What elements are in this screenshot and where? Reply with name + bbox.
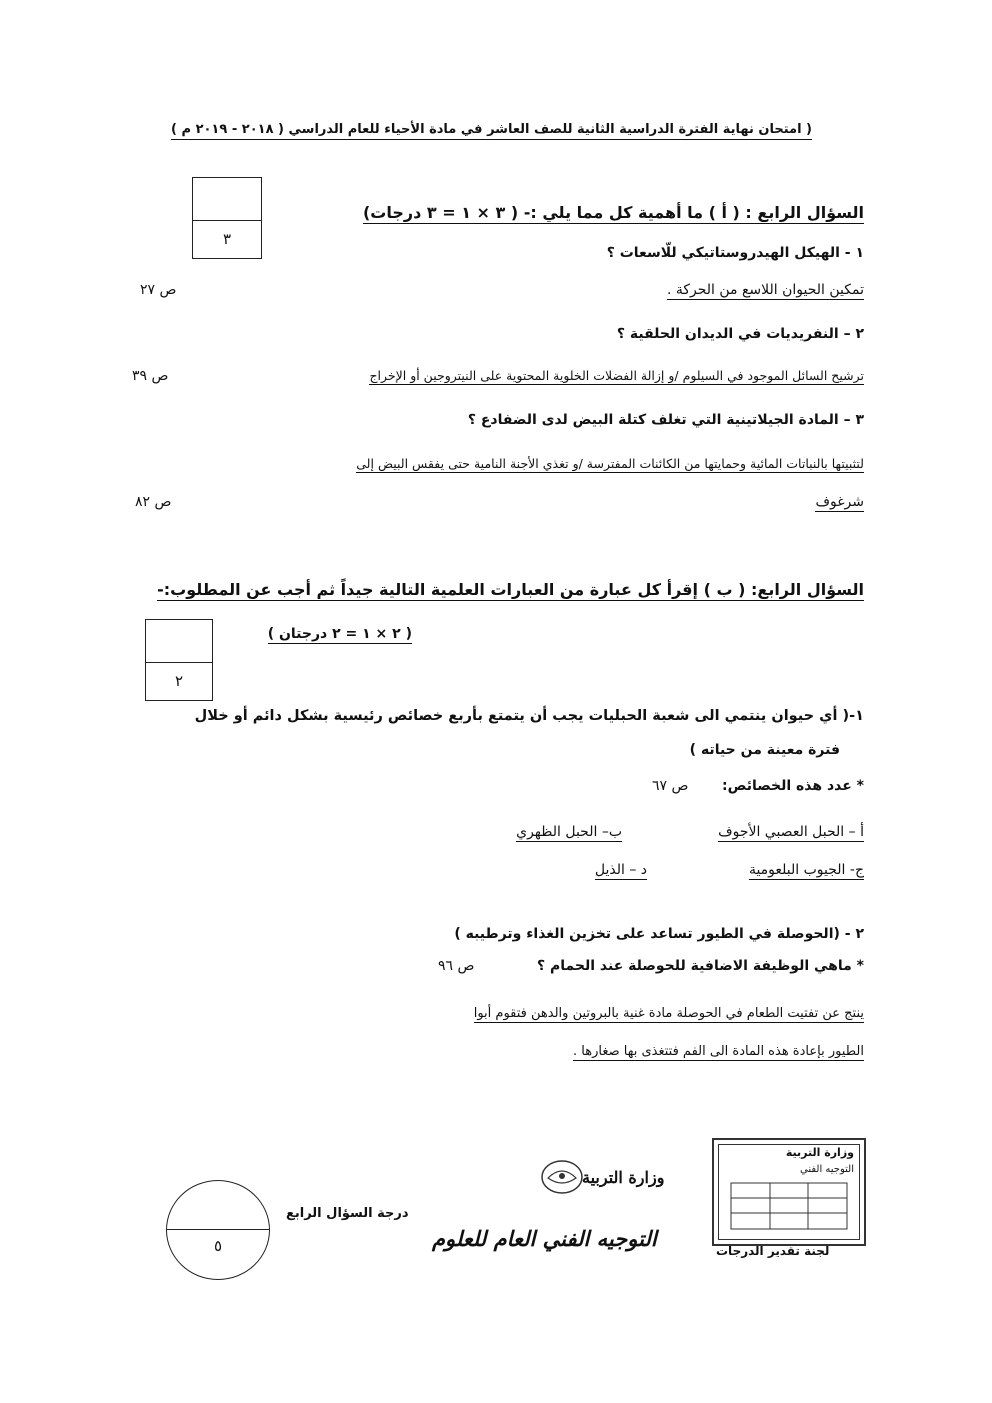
part-b-answer-d bbox=[595, 862, 647, 878]
part-a-a3-text: لتثبيتها بالنباتات المائية وحمايتها من الكائنات المفترسة /و تغذي الأجنة النامية حتى يفقس البيض إلى bbox=[356, 456, 864, 471]
stamp-line-3: لجنة تقدير الدرجات bbox=[716, 1244, 830, 1258]
stamp-grid bbox=[730, 1182, 848, 1230]
part-b-item1-ask: * عدد هذه الخصائص: bbox=[722, 778, 864, 794]
part-b-item1-statement-cont: فترة معينة من حياته ) bbox=[689, 742, 840, 758]
part-a-page1: ص ٢٧ bbox=[140, 282, 177, 298]
part-a-a3 bbox=[356, 456, 864, 471]
part-b-marks bbox=[268, 626, 412, 642]
part-b-item2-answer-2-text: الطيور بإعادة هذه المادة الى الفم فتتغذى بها صغارها . bbox=[573, 1044, 864, 1059]
part-a-a1 bbox=[667, 282, 864, 298]
part-b-heading bbox=[157, 580, 864, 599]
part-b-item2-statement: ٢ - (الحوصلة في الطيور تساعد على تخزين الغذاء وترطيبه ) bbox=[454, 926, 864, 942]
exam-header: ( امتحان نهاية الفترة الدراسية الثانية للصف العاشر في مادة الأحياء للعام الدراسي ( ٢٠١٨ - ٢٠١٩ م ) bbox=[171, 122, 812, 140]
emblem-icon bbox=[540, 1158, 584, 1196]
part-b-marks-text: ( ٢ × ١ = ٢ درجتان ) bbox=[267, 626, 412, 642]
part-b-item2-page: ص ٩٦ bbox=[438, 958, 475, 974]
part-b-item1-page: ص ٦٧ bbox=[652, 778, 689, 794]
part-a-q1: ١ - الهيكل الهيدروستاتيكي للّاسعات ؟ bbox=[606, 245, 864, 261]
part-b-answer-a bbox=[718, 824, 864, 840]
part-b-answer-b bbox=[516, 824, 622, 840]
total-grade-label: درجة السؤال الرابع bbox=[286, 1206, 409, 1221]
part-a-heading bbox=[363, 203, 864, 222]
part-a-a3-cont-text: شرغوف bbox=[815, 494, 864, 510]
part-a-a3-cont bbox=[815, 494, 864, 510]
part-a-a2-text: ترشيح السائل الموجود في السيلوم /و إزالة الفضلات الخلوية المحتوية على النيتروجين أو الإخراج bbox=[369, 368, 864, 383]
part-b-answer-c-text: ج- الجيوب البلعومية bbox=[748, 862, 864, 878]
part-a-q3: ٣ – المادة الجيلاتينية التي تغلف كتلة البيض لدى الضفادع ؟ bbox=[467, 412, 864, 428]
part-a-page2: ص ٣٩ bbox=[132, 368, 169, 384]
part-b-item2-answer-2 bbox=[573, 1044, 864, 1059]
part-b-answer-c bbox=[749, 862, 864, 878]
part-b-answer-a-text: أ – الحبل العصبي الأجوف bbox=[718, 824, 864, 840]
stamp-line-2: التوجيه الفني bbox=[800, 1164, 854, 1175]
part-b-answer-b-text: ب– الحبل الظهري bbox=[516, 824, 622, 840]
part-a-a2 bbox=[369, 368, 864, 383]
part-b-grade-box bbox=[145, 619, 213, 701]
official-stamp bbox=[712, 1138, 866, 1246]
part-a-grade-value: ٣ bbox=[222, 230, 232, 248]
ministry-line-2: التوجيه الفني العام للعلوم bbox=[432, 1226, 657, 1251]
total-grade-value: ٥ bbox=[213, 1237, 223, 1255]
part-b-heading-text: السؤال الرابع: ( ب ) إقرأ كل عبارة من العبارات العلمية التالية جيداً ثم أجب عن المطلوب:- bbox=[157, 580, 864, 599]
stamp-line-1: وزارة التربية bbox=[785, 1146, 854, 1159]
part-a-heading-text: السؤال الرابع : ( أ ) ما أهمية كل مما يلي :- ( ٣ × ١ = ٣ درجات) bbox=[362, 203, 864, 222]
part-b-grade-value: ٢ bbox=[174, 672, 184, 690]
part-a-page3: ص ٨٢ bbox=[135, 494, 172, 510]
total-grade-divider bbox=[167, 1229, 269, 1230]
part-b-item1-statement: ١-( أي حيوان ينتمي الى شعبة الحبليات يجب أن يتمتع بأربع خصائص رئيسية بشكل دائم أو خلال bbox=[194, 708, 864, 724]
part-a-grade-box bbox=[192, 177, 262, 259]
part-a-q2: ٢ – النفريديات في الديدان الحلقية ؟ bbox=[616, 326, 864, 342]
part-b-item2-answer-1 bbox=[474, 1006, 864, 1021]
ministry-line-1: وزارة التربية bbox=[582, 1168, 665, 1187]
part-b-item2-ask: * ماهي الوظيفة الاضافية للحوصلة عند الحمام ؟ bbox=[536, 958, 864, 974]
total-grade-circle bbox=[166, 1180, 270, 1280]
part-b-item2-answer-1-text: ينتج عن تفتيت الطعام في الحوصلة مادة غنية بالبروتين والدهن فتقوم أبوا bbox=[473, 1006, 864, 1021]
part-b-answer-d-text: د – الذيل bbox=[594, 862, 647, 878]
part-a-a1-text: تمكين الحيوان اللاسع من الحركة . bbox=[666, 282, 864, 298]
